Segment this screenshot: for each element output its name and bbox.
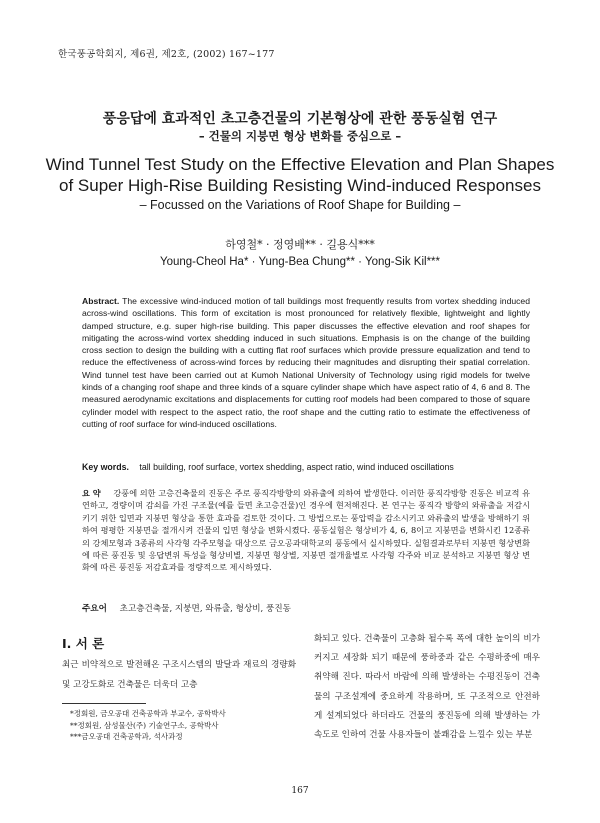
- footnote-divider: [62, 703, 146, 704]
- footnote: ***금오공대 건축공학과, 석사과정: [70, 732, 183, 741]
- korean-subtitle: – 건물의 지붕면 형상 변화를 중심으로 –: [198, 129, 402, 143]
- english-title: Wind Tunnel Test Study on the Effective Elevation and Plan Shapes of Super High-Rise Building Resisting Wind-induced Responses: [45, 155, 555, 195]
- journal-header: 한국풍공학회지, 제6권, 제2호, (2002) 167~177: [58, 49, 275, 60]
- english-keywords: [82, 462, 530, 472]
- summary-label: 요 약: [82, 488, 101, 498]
- korean-title: 풍응답에 효과적인 초고층건물의 기본형상에 관한 풍동실험 연구: [102, 111, 498, 127]
- section-heading-introduction: I. 서 론: [62, 636, 105, 651]
- page-number: 167: [291, 786, 309, 796]
- footnotes: [70, 708, 300, 743]
- keywords-text: tall building, roof surface, vortex shedding, aspect ratio, wind induced oscillations: [139, 462, 454, 472]
- body-right-column: 화되고 있다. 건축물이 고층화 될수록 폭에 대한 높이의 비가 커지고 세장화 되기 때문에 풍하중과 같은 수평하중에 매우 취약해 진다. 따라서 바람에 의해 발생하는 수평진동이 건축물의 구조설계에 중요하게 작용하며, 또 구조적으로 안전하게 설계되었다 하더라도 건물의 풍진동에 의해 발생하는 가속도로 인하여 건물 사용자들이 불쾌감을 느낄수 있는 부분: [314, 634, 540, 741]
- korean-keywords-label: 주요어: [82, 604, 107, 614]
- korean-keywords-text: 초고층건축물, 지붕면, 와류출, 형상비, 풍진동: [119, 604, 291, 614]
- korean-summary: [82, 487, 530, 574]
- footnote: *정회원, 금오공대 건축공학과 부교수, 공학박사: [70, 709, 226, 718]
- english-authors: Young-Cheol Ha* · Yung-Bea Chung** · Yong-Sik Kil***: [159, 256, 441, 268]
- abstract-label: Abstract.: [82, 296, 120, 306]
- korean-authors: 하영철* · 정영배** · 길용식***: [225, 238, 375, 251]
- korean-keywords: [82, 602, 530, 614]
- keywords-label: Key words.: [82, 462, 129, 472]
- english-subtitle: – Focussed on the Variations of Roof Shape for Building –: [139, 198, 461, 212]
- summary-text: 강풍에 의한 고층건축물의 진동은 주로 풍직각방향의 와류출에 의하여 발생한다. 이러한 풍직각방향 진동은 비교적 유연하고, 경량이며 감쇠를 가진 구조물(예를 들면 초고층건물)인 경우에 현저해진다. 본 연구는 풍직각 방향의 와류출을 저감시키기 위한 입면과 지붕면 형상을 통한 효과를 검토한 것이다. 그 방법으로는 풍압력을 감소시키고 와류출의 발생을 방해하기 위하여 평평한 지붕면을 절개시켜 건물의 입면 형상을 변화시켰다. 풍동실험은 형상비가 4, 6, 8이고 지붕면을 변화시킨 12종류의 강체모형과 3종류의 사각형 각주모형을 대상으로 금오공과대학교의 풍동에서 실시하였다. 실험결과로부터 지붕면 형상변화에 따른 풍진동 및 응답변위 특성을 형상비별, 지붕면 형상별, 지붕면 절개율별로 사각형 각주와 비교 분석하고 지붕면 형상 변화에 따른 풍진동 저감효과를 정량적으로 제시하였다.: [82, 488, 531, 573]
- abstract: [82, 295, 530, 430]
- body-left-column: 최근 비약적으로 발전해온 구조시스템의 발달과 재료의 경량화 및 고강도화로 건축물은 더욱더 고층: [62, 660, 296, 690]
- abstract-text: The excessive wind-induced motion of tall buildings most frequently results from vortex shedding induced across-wind oscillations. This form of excitation is most pronounced for relatively flexible, lightweight and lightly damped structure, e.g. super high-rise building. This paper discusses the effective elevation and roof shapes for mitigating the across-wind vortex shedding induced in such situations. Emphasis is on the change of the building cross section to design the building with a cutting flat roof surfaces which provide pressure equalization and tend to reduce the effectiveness of across-wind forces by reducing their magnitudes and disrupting their spatial correlation. Wind tunnel test have been carried out at Kumoh National University of Technology using rigid models for twelve kinds of a changing roof shape and three kinds of a square cylinder shape which have aspect ratio of 4, 6 and 8. The measured aerodynamic excitations and displacements for cutting roof models had been compared to those of square cylinder model with respect to the aspect ratio, the roof shape and the cutting ratio to estimate the effectiveness of cutting of roof surface for wind-induced oscillations.: [82, 296, 530, 429]
- footnote: **정회원, 삼성물산(주) 기술연구소, 공학박사: [70, 720, 219, 730]
